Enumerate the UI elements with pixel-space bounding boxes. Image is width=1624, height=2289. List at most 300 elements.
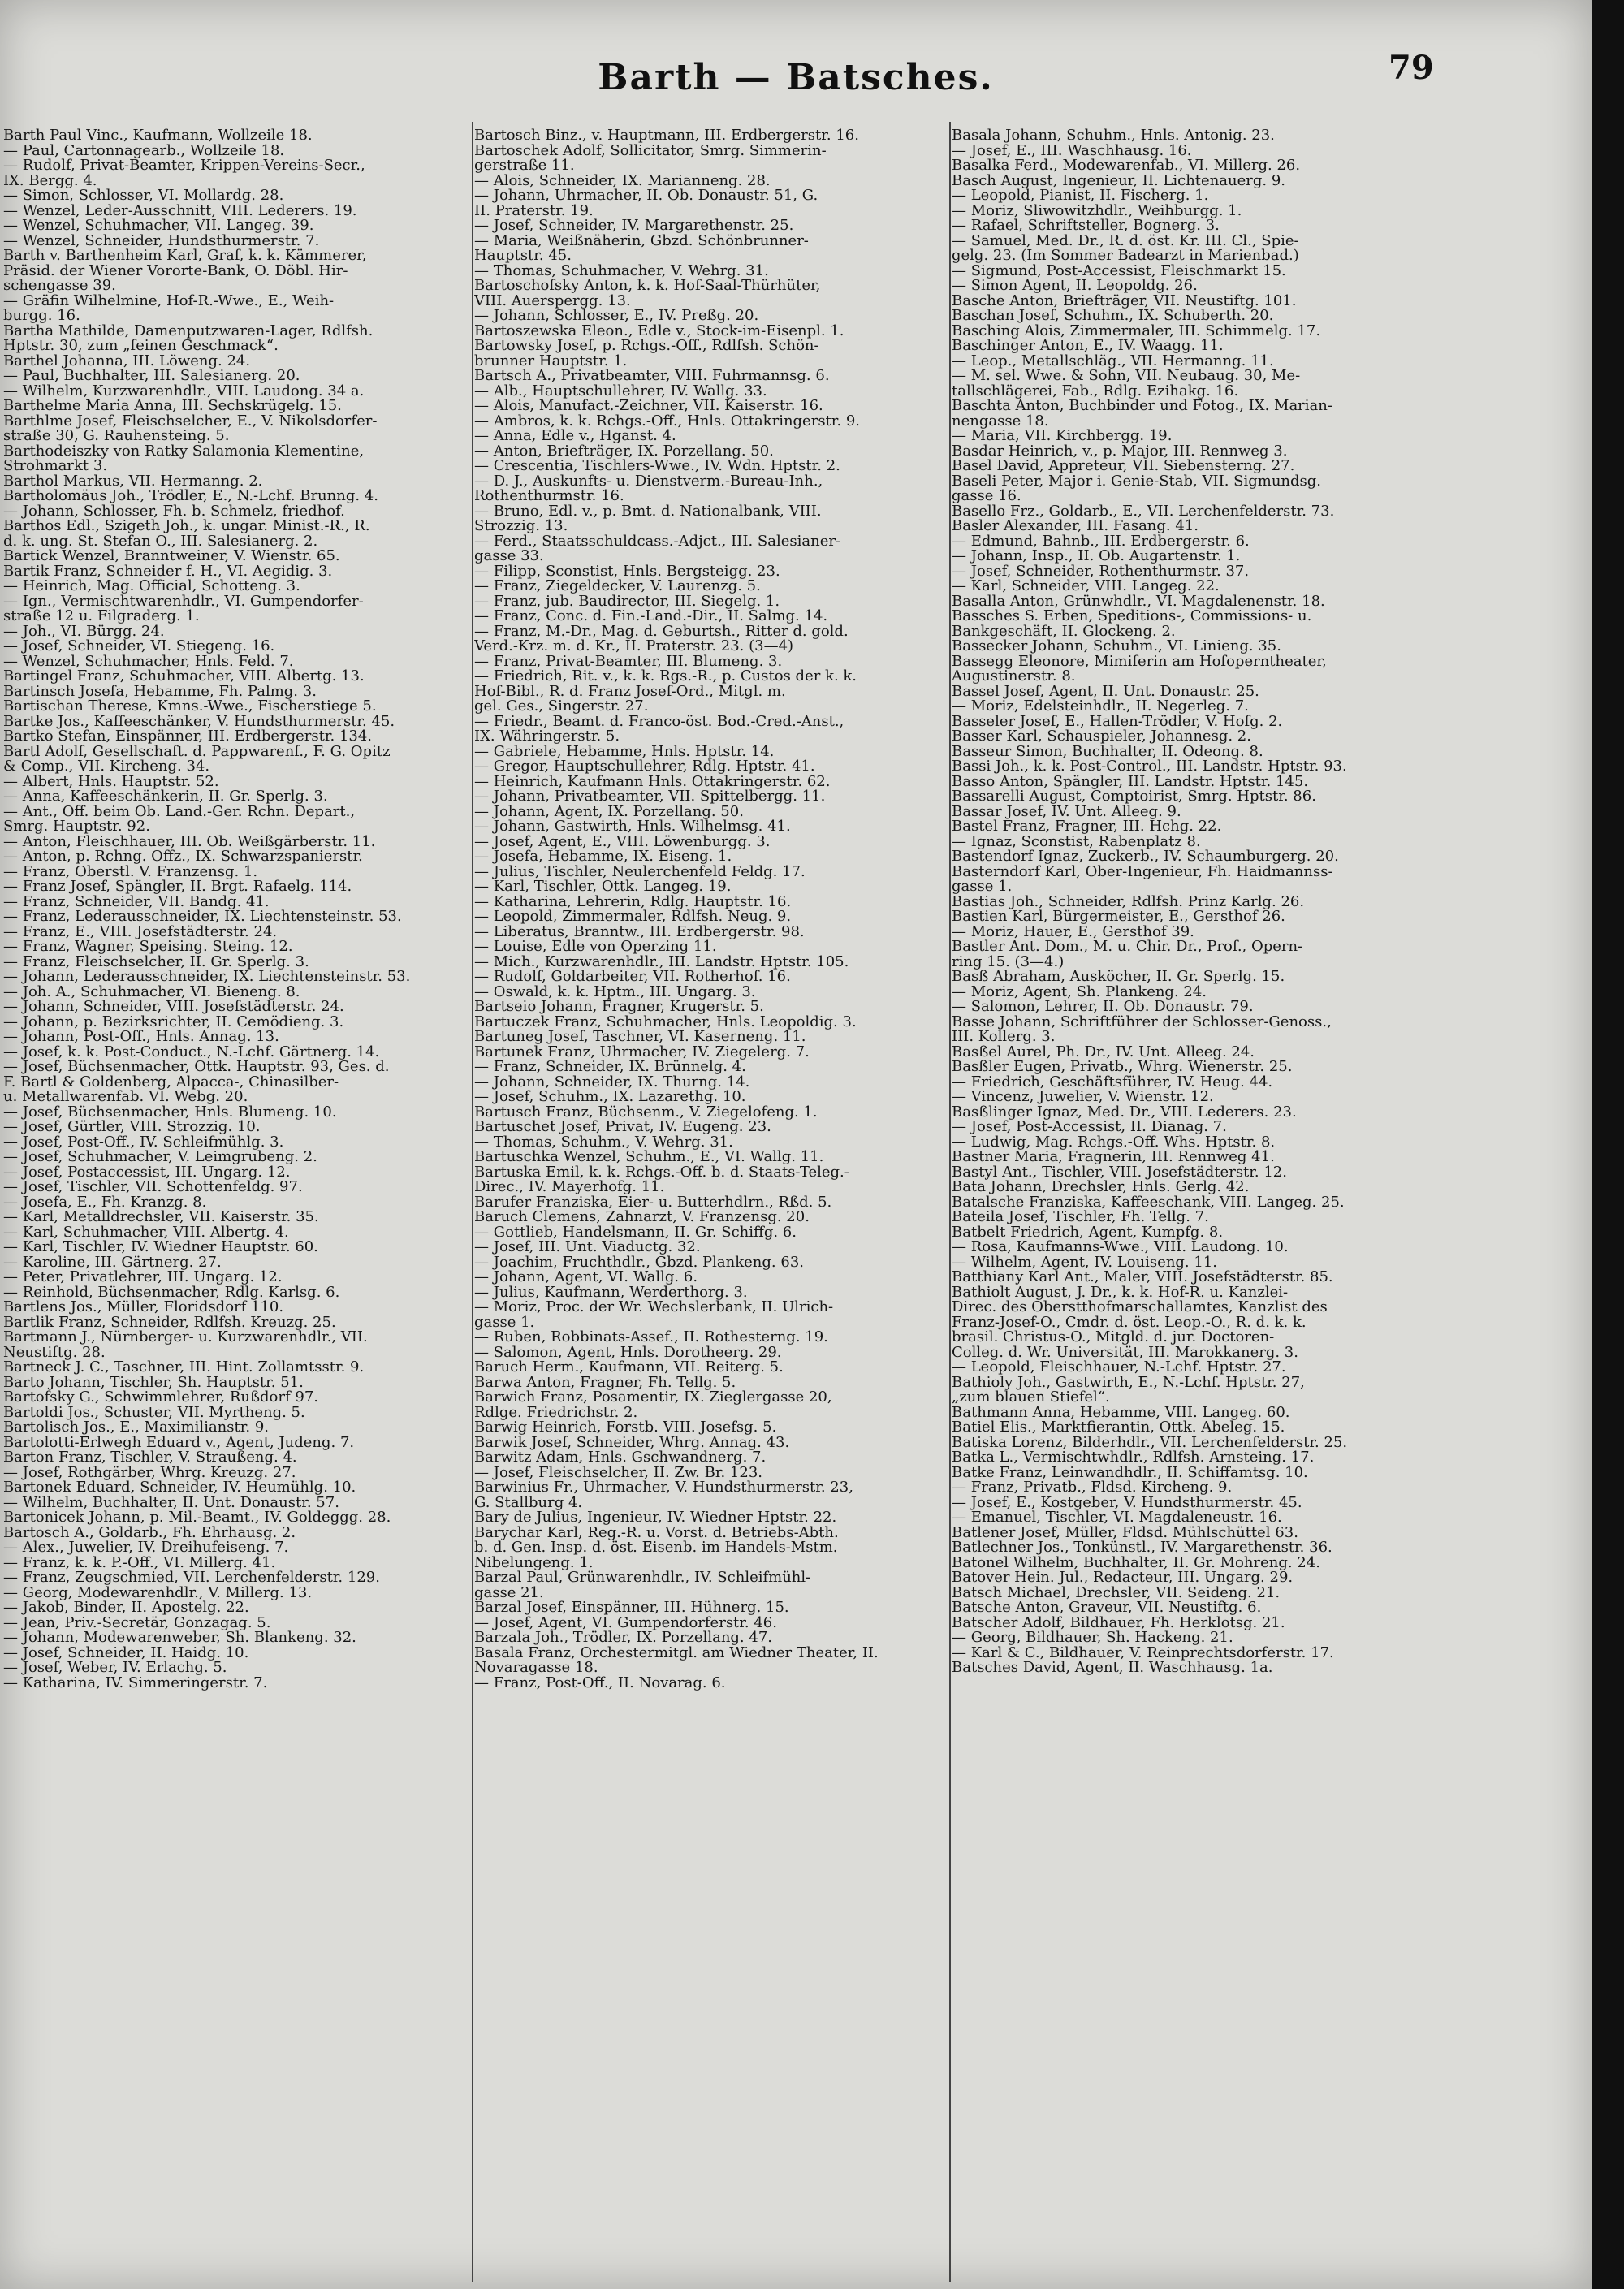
directory-entry: — Wenzel, Schneider, Hundsthurmerstr. 7. [3, 233, 320, 248]
directory-entry: — Franz, Post-Off., II. Novarag. 6. [474, 1675, 726, 1691]
directory-entry: — Josef, Fleischselcher, II. Zw. Br. 123. [474, 1465, 762, 1480]
directory-entry: schengasse 39. [3, 279, 116, 294]
directory-entry: Barth v. Barthenheim Karl, Graf, k. k. Kämmerer, [3, 248, 367, 264]
directory-entry: — Josef, E., III. Waschhausg. 16. [952, 143, 1192, 158]
directory-entry: Bartoschek Adolf, Sollicitator, Smrg. Simmerin- [474, 143, 827, 158]
directory-entry: Batonel Wilhelm, Buchhalter, II. Gr. Mohreng. 24. [952, 1555, 1320, 1570]
directory-entry: — Moriz, Hauer, E., Gersthof 39. [952, 924, 1194, 939]
directory-entry: — Salomon, Lehrer, II. Ob. Donaustr. 79. [952, 1000, 1254, 1015]
directory-entry: — Joh., VI. Bürgg. 24. [3, 624, 165, 639]
directory-entry: — Johann, Insp., II. Ob. Augartenstr. 1. [952, 549, 1241, 564]
directory-entry: Basalla Anton, Grünwhdlr., VI. Magdalenenstr. 18. [952, 594, 1325, 609]
directory-entry: Basdar Heinrich, v., p. Major, III. Rennweg 3. [952, 443, 1288, 459]
directory-entry: Direc. des Oberstthofmarschallamtes, Kanzlist des [952, 1300, 1328, 1315]
directory-entry: — Johann, Gastwirth, Hnls. Wilhelmsg. 41. [474, 819, 791, 835]
directory-entry: — Josef, Weber, IV. Erlachg. 5. [3, 1661, 227, 1676]
directory-entry: Hauptstr. 45. [474, 248, 572, 264]
directory-entry: — Johann, Schneider, IX. Thurng. 14. [474, 1074, 750, 1090]
directory-entry: — Leopold, Zimmermaler, Rdlfsh. Neug. 9. [474, 909, 792, 925]
directory-entry: Bartlens Jos., Müller, Floridsdorf 110. [3, 1300, 284, 1315]
directory-entry: gel. Ges., Singerstr. 27. [474, 699, 649, 715]
directory-entry: Batiska Lorenz, Bilderhdlr., VII. Lerchenfelderstr. 25. [952, 1435, 1348, 1450]
directory-entry: — Josef, Büchsenmacher, Ottk. Hauptstr. 93, Ges. d. [3, 1060, 390, 1075]
directory-entry: tallschlägerei, Fab., Rdlg. Ezihakg. 16. [952, 383, 1239, 399]
directory-entry: Bartl Adolf, Gesellschaft. d. Pappwarenf., F. G. Opitz [3, 744, 391, 759]
directory-entry: Bartoldi Jos., Schuster, VII. Myrtheng. 5. [3, 1405, 305, 1420]
directory-entry: Strohmarkt 3. [3, 459, 108, 474]
directory-entry: Colleg. d. Wr. Universität, III. Marokkanerg. 3. [952, 1345, 1298, 1360]
directory-entry: Batke Franz, Leinwandhdlr., II. Schiffamtsg. 10. [952, 1465, 1308, 1480]
directory-entry: Bartingel Franz, Schuhmacher, VIII. Albertg. 13. [3, 669, 365, 685]
directory-entry: — Bruno, Edl. v., p. Bmt. d. Nationalbank, VIII. [474, 503, 822, 519]
directory-entry: Direc., IV. Mayerhofg. 11. [474, 1180, 665, 1195]
directory-entry: — Ignaz, Sconstist, Rabenplatz 8. [952, 834, 1201, 849]
directory-entry: Bartusch Franz, Büchsenm., V. Ziegelofeng. 1. [474, 1104, 818, 1120]
directory-entry: — Karl & C., Bildhauer, V. Reinprechtsdorferstr. 17. [952, 1645, 1334, 1661]
directory-entry: b. d. Gen. Insp. d. öst. Eisenb. im Handels-Mstm. [474, 1540, 838, 1556]
directory-entry: — Moriz, Sliwowitzhdlr., Weihburgg. 1. [952, 203, 1242, 218]
directory-entry: — Rudolf, Privat-Beamter, Krippen-Vereins-Secr., [3, 158, 365, 174]
directory-entry: Basche Anton, Briefträger, VII. Neustiftg. 101. [952, 293, 1297, 309]
directory-entry: Bassel Josef, Agent, II. Unt. Donaustr. 25. [952, 684, 1259, 699]
directory-entry: Bastien Karl, Bürgermeister, E., Gersthof 26. [952, 909, 1285, 925]
directory-entry: — Josef, III. Unt. Viaductg. 32. [474, 1240, 701, 1255]
directory-entry: — Franz, Wagner, Speising. Steing. 12. [3, 939, 293, 955]
directory-entry: Barwig Heinrich, Forstb. VIII. Josefsg. 5. [474, 1420, 777, 1436]
directory-entry: — Reinhold, Büchsenmacher, Rdlg. Karlsg. 6. [3, 1285, 340, 1300]
directory-entry: IX. Bergg. 4. [3, 173, 97, 188]
directory-entry: Basser Karl, Schauspieler, Johannesg. 2. [952, 729, 1251, 745]
directory-entry: Barthol Markus, VII. Hermanng. 2. [3, 473, 263, 489]
directory-entry: — Filipp, Sconstist, Hnls. Bergsteigg. 23. [474, 564, 780, 579]
directory-entry: — Johann, Post-Off., Hnls. Annag. 13. [3, 1030, 279, 1045]
directory-entry: Bastler Ant. Dom., M. u. Chir. Dr., Prof., Opern- [952, 939, 1303, 955]
directory-entry: G. Stallburg 4. [474, 1495, 583, 1510]
directory-entry: Baschinger Anton, E., IV. Waagg. 11. [952, 339, 1224, 354]
directory-entry: — Josef, Büchsenmacher, Hnls. Blumeng. 10. [3, 1104, 337, 1120]
directory-entry: — Gräfin Wilhelmine, Hof-R.-Wwe., E., Weih- [3, 293, 335, 309]
directory-entry: — Paul, Cartonnagearb., Wollzeile 18. [3, 143, 285, 158]
directory-entry: Nibelungeng. 1. [474, 1555, 594, 1570]
directory-entry: Basßler Eugen, Privatb., Whrg. Wienerstr. 25. [952, 1060, 1293, 1075]
directory-entry: — Franz, jub. Baudirector, III. Siegelg. 1. [474, 594, 780, 609]
directory-entry: — Wilhelm, Agent, IV. Louiseng. 11. [952, 1255, 1217, 1270]
directory-entry: — Thomas, Schuhm., V. Wehrg. 31. [474, 1134, 733, 1150]
directory-entry: Bartsch A., Privatbeamter, VIII. Fuhrmannsg. 6. [474, 369, 830, 384]
directory-entry: Bassecker Johann, Schuhm., VI. Linieng. 35. [952, 639, 1281, 654]
directory-entry: — Julius, Kaufmann, Werderthorg. 3. [474, 1285, 748, 1300]
directory-entry: — Franz, Lederausschneider, IX. Liechtensteinstr. 53. [3, 909, 402, 925]
directory-entry: — Anton, Briefträger, IX. Porzellang. 50. [474, 443, 774, 459]
directory-entry: d. k. ung. St. Stefan O., III. Salesianerg. 2. [3, 533, 318, 549]
directory-entry: Bartolotti-Erlwegh Eduard v., Agent, Judeng. 7. [3, 1435, 355, 1450]
directory-entry: Barychar Karl, Reg.-R. u. Vorst. d. Betriebs-Abth. [474, 1525, 839, 1540]
directory-entry: Batthiany Karl Ant., Maler, VIII. Josefstädterstr. 85. [952, 1270, 1333, 1285]
directory-entry: Basse Johann, Schriftführer der Schlosser-Genoss., [952, 1014, 1332, 1030]
directory-entry: Bastyl Ant., Tischler, VIII. Josefstädterstr. 12. [952, 1164, 1287, 1180]
directory-entry: — Josefa, E., Fh. Kranzg. 8. [3, 1194, 207, 1210]
directory-entry: Barwa Anton, Fragner, Fh. Tellg. 5. [474, 1375, 736, 1390]
directory-entry: Bartonicek Johann, p. Mil.-Beamt., IV. Goldeggg. 28. [3, 1510, 391, 1526]
directory-entry: — Wenzel, Schuhmacher, Hnls. Feld. 7. [3, 654, 294, 669]
directory-entry: — Franz, Fleischselcher, II. Gr. Sperlg. 3. [3, 954, 309, 970]
directory-entry: Barwitz Adam, Hnls. Gschwandnerg. 7. [474, 1450, 767, 1466]
directory-entry: Basso Anton, Spängler, III. Landstr. Hptstr. 145. [952, 774, 1309, 789]
directory-entry: — Samuel, Med. Dr., R. d. öst. Kr. III. Cl., Spie- [952, 233, 1299, 248]
directory-entry: — Johann, Modewarenweber, Sh. Blankeng. 32. [3, 1630, 356, 1646]
directory-entry: — Simon, Schlosser, VI. Mollardg. 28. [3, 188, 284, 204]
directory-entry: Bathmann Anna, Hebamme, VIII. Langeg. 60. [952, 1405, 1290, 1420]
directory-entry: nengasse 18. [952, 413, 1049, 429]
directory-entry: — Franz, k. k. P.-Off., VI. Millerg. 41. [3, 1555, 276, 1570]
directory-entry: — Leopold, Pianist, II. Fischerg. 1. [952, 188, 1209, 204]
directory-entry: Neustiftg. 28. [3, 1345, 106, 1360]
page-title: Barth — Batsches. [598, 57, 994, 98]
directory-entry: u. Metallwarenfab. VI. Webg. 20. [3, 1090, 248, 1105]
directory-entry: Rdlge. Friedrichstr. 2. [474, 1405, 638, 1420]
directory-entry: — Emanuel, Tischler, VI. Magdaleneustr. 16. [952, 1510, 1282, 1526]
directory-entry: Bastias Joh., Schneider, Rdlfsh. Prinz Karlg. 26. [952, 894, 1305, 909]
directory-entry: gasse 1. [474, 1315, 535, 1330]
directory-entry: Bastner Maria, Fragnerin, III. Rennweg 41. [952, 1150, 1275, 1165]
directory-entry: — Josefa, Hebamme, IX. Eiseng. 1. [474, 849, 732, 865]
directory-entry: Basß Abraham, Ausköcher, II. Gr. Sperlg. 15. [952, 970, 1285, 985]
directory-entry: — Anton, Fleischhauer, III. Ob. Weißgärberstr. 11. [3, 834, 376, 849]
directory-entry: — Leopold, Fleischhauer, N.-Lchf. Hptstr. 27. [952, 1360, 1286, 1376]
directory-entry: — Heinrich, Kaufmann Hnls. Ottakringerstr. 62. [474, 774, 831, 789]
directory-entry: — Karoline, III. Gärtnerg. 27. [3, 1255, 222, 1270]
directory-entry: — Josef, Rothgärber, Whrg. Kreuzg. 27. [3, 1465, 296, 1480]
directory-entry: — Louise, Edle von Operzing 11. [474, 939, 717, 955]
directory-entry: — Alois, Manufact.-Zeichner, VII. Kaiserstr. 16. [474, 399, 823, 414]
directory-entry: Basseur Simon, Buchhalter, II. Odeong. 8. [952, 744, 1263, 759]
directory-entry: Bartolisch Jos., E., Maximilianstr. 9. [3, 1420, 269, 1436]
directory-column-2 [474, 128, 950, 2272]
directory-entry: Bankgeschäft, II. Glockeng. 2. [952, 624, 1176, 639]
directory-entry: Smrg. Hauptstr. 92. [3, 819, 150, 835]
directory-entry: Bartlik Franz, Schneider, Rdlfsh. Kreuzg. 25. [3, 1315, 336, 1330]
directory-entry: Batsch Michael, Drechsler, VII. Seideng. 21. [952, 1585, 1281, 1600]
directory-entry: Basala Franz, Orchestermitgl. am Wiedner Theater, II. [474, 1645, 879, 1661]
directory-entry: Basßlinger Ignaz, Med. Dr., VIII. Lederers. 23. [952, 1104, 1297, 1120]
directory-entry: Bathioly Joh., Gastwirth, E., N.-Lchf. Hptstr. 27, [952, 1375, 1305, 1390]
directory-entry: — Katharina, Lehrerin, Rdlg. Hauptstr. 16. [474, 894, 792, 909]
directory-entry: — Crescentia, Tischlers-Wwe., IV. Wdn. Hptstr. 2. [474, 459, 840, 474]
directory-entry: gasse 1. [952, 879, 1013, 895]
directory-entry: — Johann, Privatbeamter, VII. Spittelbergg. 11. [474, 789, 826, 805]
directory-entry: — Johann, Agent, VI. Wallg. 6. [474, 1270, 698, 1285]
directory-entry: — Franz, Oberstl. V. Franzensg. 1. [3, 864, 258, 879]
directory-entry: Barthodeiszky von Ratky Salamonia Klementine, [3, 443, 365, 459]
directory-entry: gasse 16. [952, 489, 1021, 504]
page-edge [1592, 0, 1624, 2289]
directory-entry: III. Kollerg. 3. [952, 1030, 1056, 1045]
directory-entry: Batsches David, Agent, II. Waschhausg. 1a. [952, 1661, 1273, 1676]
directory-entry: Bassches S. Erben, Speditions-, Commissions- u. [952, 609, 1312, 624]
directory-entry: Barzal Josef, Einspänner, III. Hühnerg. 15. [474, 1600, 789, 1616]
directory-entry: Baschta Anton, Buchbinder und Fotog., IX. Marian- [952, 399, 1332, 414]
directory-entry: — Wilhelm, Buchhalter, II. Unt. Donaustr. 57. [3, 1495, 339, 1510]
directory-entry: — Franz, M.-Dr., Mag. d. Geburtsh., Ritter d. gold. [474, 624, 849, 639]
directory-entry: — Vincenz, Juwelier, V. Wienstr. 12. [952, 1090, 1214, 1105]
directory-entry: — Josef, Tischler, VII. Schottenfeldg. 97. [3, 1180, 303, 1195]
directory-entry: — Franz, E., VIII. Josefstädterstr. 24. [3, 924, 278, 939]
directory-entry: Bartowsky Josef, p. Rchgs.-Off., Rdlfsh. Schön- [474, 339, 819, 354]
directory-entry: Bartoschofsky Anton, k. k. Hof-Saal-Thürhüter, [474, 279, 821, 294]
directory-entry: — Johann, p. Bezirksrichter, II. Cemödieng. 3. [3, 1014, 344, 1030]
directory-entry: Bartosch A., Goldarb., Fh. Ehrhausg. 2. [3, 1525, 296, 1540]
directory-entry: — Anton, p. Rchng. Offz., IX. Schwarzspanierstr. [3, 849, 363, 865]
directory-entry: Bassi Joh., k. k. Post-Control., III. Landstr. Hptstr. 93. [952, 759, 1347, 775]
directory-entry: Batbelt Friedrich, Agent, Kumpfg. 8. [952, 1224, 1224, 1240]
directory-entry: Batover Hein. Jul., Redacteur, III. Ungarg. 29. [952, 1570, 1294, 1586]
directory-entry: — Maria, Weißnäherin, Gbzd. Schönbrunner- [474, 233, 809, 248]
directory-entry: — Franz, Zeugschmied, VII. Lerchenfelderstr. 129. [3, 1570, 380, 1586]
directory-entry: Basterndorf Karl, Ober-Ingenieur, Fh. Haidmannss- [952, 864, 1333, 879]
directory-entry: — Franz, Schneider, IX. Brünnelg. 4. [474, 1060, 746, 1075]
directory-entry: — Albert, Hnls. Hauptstr. 52. [3, 774, 219, 789]
directory-entry: Bartofsky G., Schwimmlehrer, Rußdorf 97. [3, 1390, 319, 1406]
directory-entry: Basler Alexander, III. Fasang. 41. [952, 519, 1199, 534]
directory-entry: — Gabriele, Hebamme, Hnls. Hptstr. 14. [474, 744, 775, 759]
directory-entry: II. Praterstr. 19. [474, 203, 594, 218]
directory-entry: — Wilhelm, Kurzwarenhdlr., VIII. Laudong. 34 a. [3, 383, 365, 399]
directory-entry: Baruch Clemens, Zahnarzt, V. Franzensg. 20. [474, 1210, 810, 1225]
directory-entry: Bartonek Eduard, Schneider, IV. Heumühlg. 10. [3, 1480, 356, 1496]
directory-entry: — Ant., Off. beim Ob. Land.-Ger. Rchn. Depart., [3, 804, 356, 819]
directory-entry: — Rudolf, Goldarbeiter, VII. Rotherhof. 16. [474, 970, 791, 985]
directory-entry: Barthelme Maria Anna, III. Sechskrügelg. 15. [3, 399, 342, 414]
directory-entry: Verd.-Krz. m. d. Kr., II. Praterstr. 23. (3—4) [474, 639, 794, 654]
directory-entry: — Franz, Schneider, VII. Bandg. 41. [3, 894, 270, 909]
directory-entry: Barzal Paul, Grünwarenhdlr., IV. Schleifmühl- [474, 1570, 811, 1586]
directory-entry: Baruch Herm., Kaufmann, VII. Reiterg. 5. [474, 1360, 784, 1376]
directory-entry: — Leop., Metallschläg., VII. Hermanng. 11. [952, 353, 1274, 369]
directory-entry: — Gottlieb, Handelsmann, II. Gr. Schiffg. 6. [474, 1224, 797, 1240]
directory-entry: — Anna, Kaffeeschänkerin, II. Gr. Sperlg. 3. [3, 789, 328, 805]
directory-entry: — Karl, Tischler, IV. Wiedner Hauptstr. 60. [3, 1240, 318, 1255]
directory-entry: Basching Alois, Zimmermaler, III. Schimmelg. 17. [952, 323, 1321, 339]
directory-entry: — Josef, Post-Off., IV. Schleifmühlg. 3. [3, 1134, 284, 1150]
directory-entry: — Josef, Schneider, II. Haidg. 10. [3, 1645, 249, 1661]
directory-entry: — Johann, Schneider, VIII. Josefstädterstr. 24. [3, 1000, 344, 1015]
directory-entry: — M. sel. Wwe. & Sohn, VII. Neubaug. 30, Me- [952, 369, 1301, 384]
directory-entry: — Josef, Schuhmacher, V. Leimgrubeng. 2. [3, 1150, 317, 1165]
directory-entry: Batlechner Jos., Tonkünstl., IV. Margarethenstr. 36. [952, 1540, 1332, 1556]
directory-entry: Batka L., Vermischtwhdlr., Rdlfsh. Arnsteing. 17. [952, 1450, 1315, 1466]
directory-entry: Bartischan Therese, Kmns.-Wwe., Fischerstiege 5. [3, 699, 377, 715]
directory-entry: Bartuschka Wenzel, Schuhm., E., VI. Wallg. 11. [474, 1150, 824, 1165]
directory-entry: Basalka Ferd., Modewarenfab., VI. Millerg. 26. [952, 158, 1301, 174]
directory-entry: — Karl, Schuhmacher, VIII. Albertg. 4. [3, 1224, 289, 1240]
directory-entry: — Moriz, Edelsteinhdlr., II. Negerleg. 7. [952, 699, 1249, 715]
directory-entry: — Johann, Agent, IX. Porzellang. 50. [474, 804, 744, 819]
directory-entry: VIII. Auerspergg. 13. [474, 293, 631, 309]
directory-entry: Basßel Aurel, Ph. Dr., IV. Unt. Alleeg. 24. [952, 1044, 1255, 1060]
directory-entry: — Julius, Tischler, Neulerchenfeld Feldg. 17. [474, 864, 806, 879]
directory-entry: Bartneck J. C., Taschner, III. Hint. Zollamtsstr. 9. [3, 1360, 365, 1376]
directory-entry: F. Bartl & Goldenberg, Alpacca-, Chinasilber- [3, 1074, 339, 1090]
directory-entry: gasse 33. [474, 549, 544, 564]
directory-entry: — Josef, Schuhm., IX. Lazarethg. 10. [474, 1090, 746, 1105]
directory-entry: Barwinius Fr., Uhrmacher, V. Hundsthurmerstr. 23, [474, 1480, 853, 1496]
directory-entry: Barto Johann, Tischler, Sh. Hauptstr. 51. [3, 1375, 304, 1390]
directory-entry: — Edmund, Bahnb., III. Erdbergerstr. 6. [952, 533, 1250, 549]
page-header [0, 49, 1592, 114]
directory-entry: — Sigmund, Post-Accessist, Fleischmarkt 15. [952, 263, 1286, 279]
directory-entry: brasil. Christus-O., Mitgld. d. jur. Doctoren- [952, 1330, 1275, 1345]
directory-entry: — Gregor, Hauptschullehrer, Rdlg. Hptstr. 41. [474, 759, 815, 775]
directory-entry: Bary de Julius, Ingenieur, IV. Wiedner Hptstr. 22. [474, 1510, 837, 1526]
directory-entry: Hptstr. 30, zum „feinen Geschmack“. [3, 339, 279, 354]
directory-entry: Bartuschet Josef, Privat, IV. Eugeng. 23. [474, 1120, 771, 1135]
directory-entry: — Josef, Post-Accessist, II. Dianag. 7. [952, 1120, 1227, 1135]
directory-entry: — Franz, Privatb., Fldsd. Kircheng. 9. [952, 1480, 1233, 1496]
directory-entry: Bassar Josef, IV. Unt. Alleeg. 9. [952, 804, 1181, 819]
directory-entry: Barton Franz, Tischler, V. Straußeng. 4. [3, 1450, 297, 1466]
directory-entry: Bartunek Franz, Uhrmacher, IV. Ziegelerg. 7. [474, 1044, 810, 1060]
directory-entry: — Johann, Uhrmacher, II. Ob. Donaustr. 51, G. [474, 188, 818, 204]
directory-entry: — Rosa, Kaufmanns-Wwe., VIII. Laudong. 10. [952, 1240, 1289, 1255]
directory-column-1 [3, 128, 473, 2272]
directory-entry: — Ferd., Staatsschuldcass.-Adjct., III. Salesianer- [474, 533, 841, 549]
directory-entry: — Thomas, Schuhmacher, V. Wehrg. 31. [474, 263, 769, 279]
directory-entry: Bartko Stefan, Einspänner, III. Erdbergerstr. 134. [3, 729, 373, 745]
directory-entry: Bartick Wenzel, Branntweiner, V. Wienstr. 65. [3, 549, 340, 564]
directory-entry: — Karl, Schneider, VIII. Langeg. 22. [952, 579, 1220, 594]
directory-entry: — Josef, Gürtler, VIII. Strozzig. 10. [3, 1120, 261, 1135]
directory-entry: Bartuska Emil, k. k. Rchgs.-Off. b. d. Staats-Teleg.- [474, 1164, 849, 1180]
directory-entry: Basello Frz., Goldarb., E., VII. Lerchenfelderstr. 73. [952, 503, 1335, 519]
directory-entry: Bartseio Johann, Fragner, Krugerstr. 5. [474, 1000, 764, 1015]
directory-entry: Bateila Josef, Tischler, Fh. Tellg. 7. [952, 1210, 1209, 1225]
directory-entry: — Oswald, k. k. Hptm., III. Ungarg. 3. [474, 984, 756, 1000]
directory-entry: — Josef, Agent, E., VIII. Löwenburgg. 3. [474, 834, 771, 849]
directory-entry: — Friedrich, Rit. v., k. k. Rgs.-R., p. Custos der k. k. [474, 669, 857, 685]
directory-entry: straße 30, G. Rauhensteing. 5. [3, 429, 230, 444]
directory-entry: Barufer Franziska, Eier- u. Butterhdlrn., Rßd. 5. [474, 1194, 832, 1210]
directory-entry: — Franz Josef, Spängler, II. Brgt. Rafaelg. 114. [3, 879, 352, 895]
directory-entry: — Maria, VII. Kirchbergg. 19. [952, 429, 1173, 444]
directory-entry: — Moriz, Proc. der Wr. Wechslerbank, II. Ulrich- [474, 1300, 834, 1315]
directory-entry: — Josef, Postaccessist, III. Ungarg. 12. [3, 1164, 291, 1180]
directory-entry: — Johann, Lederausschneider, IX. Liechtensteinstr. 53. [3, 970, 411, 985]
directory-entry: Basch August, Ingenieur, II. Lichtenauerg. 9. [952, 173, 1286, 188]
directory-entry: — Josef, k. k. Post-Conduct., N.-Lchf. Gärtnerg. 14. [3, 1044, 380, 1060]
directory-entry: — Josef, Schneider, VI. Stiegeng. 16. [3, 639, 275, 654]
directory-entry: gerstraße 11. [474, 158, 575, 174]
directory-entry: Baschan Josef, Schuhm., IX. Schuberth. 20. [952, 309, 1274, 324]
directory-entry: — Franz, Conc. d. Fin.-Land.-Dir., II. Salmg. 14. [474, 609, 828, 624]
directory-entry: — Ign., Vermischtwarenhdlr., VI. Gumpendorfer- [3, 594, 364, 609]
directory-entry: — Alois, Schneider, IX. Marianneng. 28. [474, 173, 771, 188]
directory-entry: Rothenthurmstr. 16. [474, 489, 624, 504]
directory-entry: Bartik Franz, Schneider f. H., VI. Aegidig. 3. [3, 564, 333, 579]
directory-entry: Barwich Franz, Posamentir, IX. Zieglergasse 20, [474, 1390, 832, 1406]
directory-entry: — D. J., Auskunfts- u. Dienstverm.-Bureau-Inh., [474, 473, 823, 489]
directory-entry: Bassegg Eleonore, Mimiferin am Hofoperntheater, [952, 654, 1327, 669]
directory-entry: — Karl, Metalldrechsler, VII. Kaiserstr. 35. [3, 1210, 319, 1225]
directory-entry: gelg. 23. (Im Sommer Badearzt in Marienbad.) [952, 248, 1299, 264]
directory-entry: — Josef, Schneider, IV. Margarethenstr. 25. [474, 218, 794, 234]
directory-entry: Barth Paul Vinc., Kaufmann, Wollzeile 18. [3, 128, 313, 144]
directory-entry: Batalsche Franziska, Kaffeeschank, VIII. Langeg. 25. [952, 1194, 1345, 1210]
directory-entry: — Josef, E., Kostgeber, V. Hundsthurmerstr. 45. [952, 1495, 1302, 1510]
directory-entry: — Josef, Schneider, Rothenthurmstr. 37. [952, 564, 1250, 579]
directory-entry: burgg. 16. [3, 309, 80, 324]
directory-entry: — Karl, Tischler, Ottk. Langeg. 19. [474, 879, 732, 895]
directory-entry: — Rafael, Schriftsteller, Bognerg. 3. [952, 218, 1220, 234]
directory-entry: Bartosch Binz., v. Hauptmann, III. Erdbergerstr. 16. [474, 128, 859, 144]
directory-column-3 [952, 128, 1437, 2272]
directory-entry: Bassarelli August, Comptoirist, Smrg. Hptstr. 86. [952, 789, 1316, 805]
directory-entry: Batiel Elis., Marktfierantin, Ottk. Abeleg. 15. [952, 1420, 1285, 1436]
directory-entry: Bartinsch Josefa, Hebamme, Fh. Palmg. 3. [3, 684, 317, 699]
directory-entry: Strozzig. 13. [474, 519, 568, 534]
directory-entry: — Alb., Hauptschullehrer, IV. Wallg. 33. [474, 383, 767, 399]
directory-entry: Batlener Josef, Müller, Fldsd. Mühlschüttel 63. [952, 1525, 1298, 1540]
directory-entry: Baseli Peter, Major i. Genie-Stab, VII. Sigmundsg. [952, 473, 1322, 489]
directory-entry: — Heinrich, Mag. Official, Schotteng. 3. [3, 579, 300, 594]
directory-entry: — Simon Agent, II. Leopoldg. 26. [952, 279, 1198, 294]
directory-entry: Basseler Josef, E., Hallen-Trödler, V. Hofg. 2. [952, 714, 1283, 729]
directory-entry: Bartha Mathilde, Damenputzwaren-Lager, Rdlfsh. [3, 323, 374, 339]
directory-entry: Batscher Adolf, Bildhauer, Fh. Herklotsg. 21. [952, 1615, 1285, 1630]
directory-entry: — Franz, Privat-Beamter, III. Blumeng. 3. [474, 654, 783, 669]
directory-entry: brunner Hauptstr. 1. [474, 353, 628, 369]
directory-entry: — Paul, Buchhalter, III. Salesianerg. 20. [3, 369, 300, 384]
directory-entry: Bastel Franz, Fragner, III. Hchg. 22. [952, 819, 1222, 835]
directory-entry: IX. Währingerstr. 5. [474, 729, 620, 745]
directory-entry: — Johann, Schlosser, E., IV. Preßg. 20. [474, 309, 759, 324]
directory-entry: Bartmann J., Nürnberger- u. Kurzwarenhdlr., VII. [3, 1330, 368, 1345]
directory-entry: — Joh. A., Schuhmacher, VI. Bieneng. 8. [3, 984, 300, 1000]
directory-entry: — Moriz, Agent, Sh. Plankeng. 24. [952, 984, 1207, 1000]
directory-entry: Barthel Johanna, III. Löweng. 24. [3, 353, 251, 369]
directory-entry: Batsche Anton, Graveur, VII. Neustiftg. 6. [952, 1600, 1262, 1616]
directory-entry: — Georg, Modewarenhdlr., V. Millerg. 13. [3, 1585, 313, 1600]
directory-entry: Barthlme Josef, Fleischselcher, E., V. Nikolsdorfer- [3, 413, 378, 429]
directory-entry: ring 15. (3—4.) [952, 954, 1065, 970]
directory-entry: — Katharina, IV. Simmeringerstr. 7. [3, 1675, 268, 1691]
directory-entry: — Jean, Priv.-Secretär, Gonzagag. 5. [3, 1615, 271, 1630]
directory-entry: Bathiolt August, J. Dr., k. k. Hof-R. u. Kanzlei- [952, 1285, 1289, 1300]
directory-entry: — Georg, Bildhauer, Sh. Hackeng. 21. [952, 1630, 1233, 1646]
directory-entry: Basala Johann, Schuhm., Hnls. Antonig. 23. [952, 128, 1275, 144]
directory-entry: Präsid. der Wiener Vororte-Bank, O. Döbl. Hir- [3, 263, 348, 279]
directory-entry: — Alex., Juwelier, IV. Dreihufeiseng. 7. [3, 1540, 289, 1556]
directory-entry: Bartuczek Franz, Schuhmacher, Hnls. Leopoldig. 3. [474, 1014, 857, 1030]
directory-entry: Bartoszewska Eleon., Edle v., Stock-im-Eisenpl. 1. [474, 323, 844, 339]
directory-entry: „zum blauen Stiefel“. [952, 1390, 1110, 1406]
directory-entry: — Joachim, Fruchthdlr., Gbzd. Plankeng. 63. [474, 1255, 804, 1270]
directory-entry: — Ludwig, Mag. Rchgs.-Off. Whs. Hptstr. 8. [952, 1134, 1276, 1150]
directory-entry: Augustinerstr. 8. [952, 669, 1076, 685]
directory-entry: — Anna, Edle v., Hganst. 4. [474, 429, 676, 444]
directory-entry: — Josef, Agent, VI. Gumpendorferstr. 46. [474, 1615, 777, 1630]
page-number: 79 [1389, 49, 1434, 87]
directory-entry: Bata Johann, Drechsler, Hnls. Gerlg. 42. [952, 1180, 1250, 1195]
directory-entry: — Wenzel, Schuhmacher, VII. Langeg. 39. [3, 218, 314, 234]
directory-entry: Bartke Jos., Kaffeeschänker, V. Hundsthurmerstr. 45. [3, 714, 395, 729]
directory-entry: Bastendorf Ignaz, Zuckerb., IV. Schaumburgerg. 20. [952, 849, 1339, 865]
directory-entry: Hof-Bibl., R. d. Franz Josef-Ord., Mitgl. m. [474, 684, 786, 699]
directory-entry: — Salomon, Agent, Hnls. Dorotheerg. 29. [474, 1345, 782, 1360]
directory-entry: — Ruben, Robbinats-Assef., II. Rothesterng. 19. [474, 1330, 828, 1345]
directory-entry: — Mich., Kurzwarenhdlr., III. Landstr. Hptstr. 105. [474, 954, 849, 970]
directory-entry: Basel David, Appreteur, VII. Siebensterng. 27. [952, 459, 1295, 474]
directory-entry: Barthos Edl., Szigeth Joh., k. ungar. Minist.-R., R. [3, 519, 370, 534]
